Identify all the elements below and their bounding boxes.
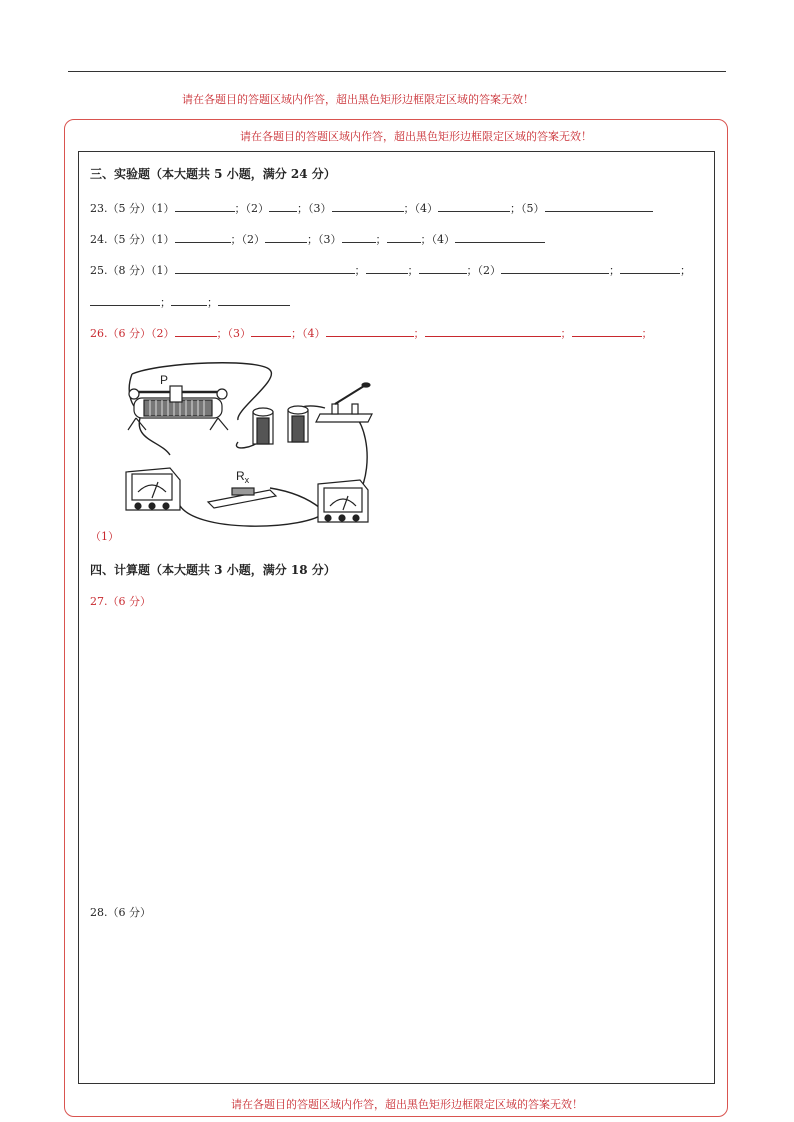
q25-answer-2e[interactable] [218,294,290,306]
q23-number: 23. [90,202,108,215]
q25-answer-2d[interactable] [171,294,207,306]
q24-answer-3a[interactable] [342,231,376,243]
section4-title: 四、计算题（本大题共 3 小题，满分 18 分） [90,563,336,577]
q24-part4-label: （4） [431,233,455,246]
battery-2 [288,406,308,442]
q25-answer-1a[interactable] [175,262,355,274]
q26-answer-2[interactable] [175,325,217,337]
q28-label: 28.（6 分） [90,906,151,919]
q25-score: （8 分） [107,264,151,277]
q24-part2-label: （2） [241,233,265,246]
battery-1 [253,408,273,444]
rx-label-sub: x [244,475,250,485]
resistor-label [236,469,250,485]
slider-label-p: P [160,373,169,387]
q23-part4-label: （4） [414,202,438,215]
rx-label-r: R [236,469,245,483]
q24-answer-4[interactable] [455,231,545,243]
q24-part1-label: （1） [151,233,175,246]
q24-answer-1[interactable] [175,231,231,243]
q26-part2-label: （2） [151,327,175,340]
q23-answer-3[interactable] [332,200,404,212]
q25-part2-label: （2） [477,264,501,277]
q26-row: 26.（6 分）（2） ；（3） ；（4） ； ； ； [90,327,653,340]
ammeter [318,480,368,522]
knife-switch [316,383,372,422]
q25-number: 25. [90,264,108,277]
voltmeter [126,468,180,510]
warning-top: 请在各题目的答题区域内作答，超出黑色矩形边框限定区域的答案无效！ [182,93,534,106]
q24-answer-2[interactable] [265,231,307,243]
answer-area-inner-frame [78,151,715,1084]
resistor-rx [208,488,276,508]
q23-answer-2[interactable] [269,200,297,212]
q25-row-continued: ； ； [90,294,290,310]
q24-part3-label: （3） [318,233,342,246]
q25-answer-2b[interactable] [620,262,680,274]
section3-title: 三、实验题（本大题共 5 小题，满分 24 分） [90,167,336,181]
q25-part1-label: （1） [151,264,175,277]
q26-part4-label: （4） [302,327,326,340]
q24-number: 24. [90,233,108,246]
q24-row: 24.（5 分）（1） ；（2） ；（3） ； ；（4） [90,231,545,247]
q26-part3-label: （3） [227,327,251,340]
q26-label: 26.（6 分） [90,327,151,340]
q23-part5-label: （5） [521,202,545,215]
q25-answer-2a[interactable] [501,262,609,274]
q25-answer-2c[interactable] [90,294,160,306]
q26-answer-4a[interactable] [326,325,414,337]
circuit-diagram [120,360,390,535]
q23-part3-label: （3） [308,202,332,215]
q23-answer-5[interactable] [545,200,653,212]
q26-answer-4b[interactable] [425,325,561,337]
warning-frame-top: 请在各题目的答题区域内作答，超出黑色矩形边框限定区域的答案无效！ [240,130,592,143]
q24-score: （5 分） [107,233,151,246]
rheostat [128,386,228,430]
q23-part1-label: （1） [151,202,175,215]
q26-answer-4c[interactable] [572,325,642,337]
q23-answer-1[interactable] [175,200,235,212]
q23-row: 23.（5 分）（1） ；（2） ；（3） ；（4） ；（5） [90,200,653,216]
q23-part2-label: （2） [245,202,269,215]
q25-answer-1c[interactable] [419,262,467,274]
q26-part1-label: （1） [90,530,119,543]
q26-answer-3[interactable] [251,325,291,337]
q25-answer-1b[interactable] [366,262,408,274]
q24-answer-3b[interactable] [387,231,421,243]
q27-label: 27.（6 分） [90,595,151,608]
header-rule [68,71,726,72]
q23-score: （5 分） [107,202,151,215]
warning-frame-bottom: 请在各题目的答题区域内作答，超出黑色矩形边框限定区域的答案无效！ [231,1098,583,1111]
q25-row: 25.（8 分）（1） ； ； ；（2） ； ； [90,264,691,277]
q23-answer-4[interactable] [438,200,510,212]
